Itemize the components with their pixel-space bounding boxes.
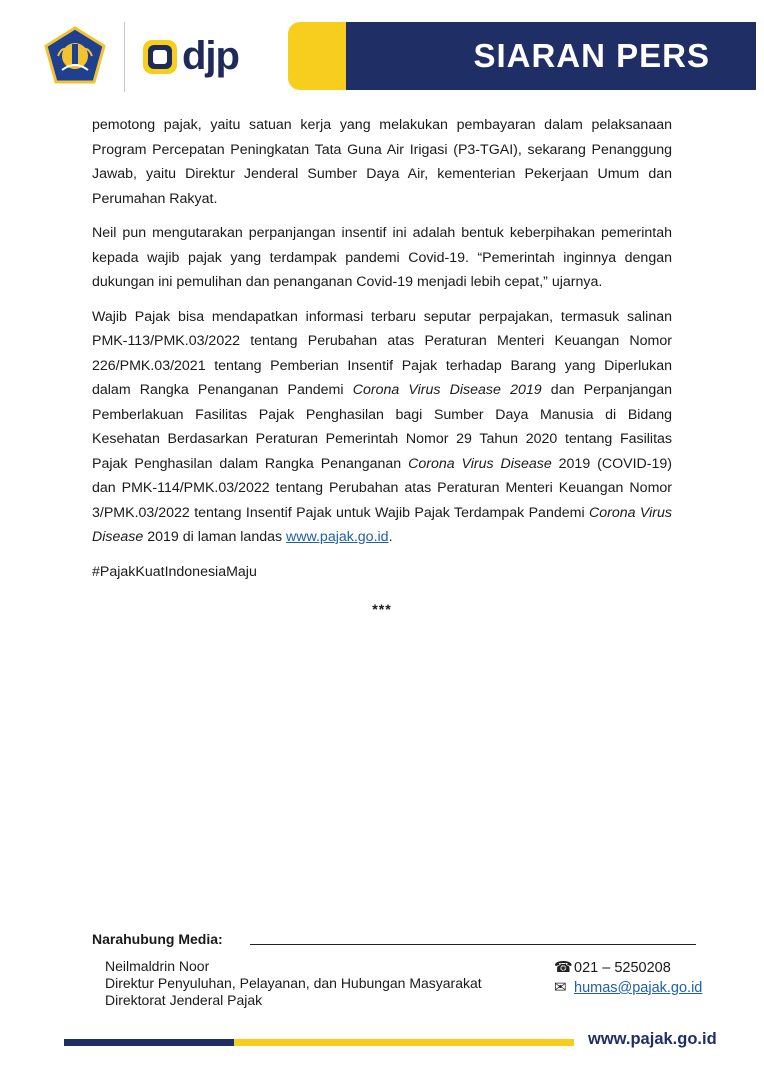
djp-logo-text: djp [182,34,239,78]
paragraph-3-part: 2019 (COVID-19) dan PMK-114/PMK.03/2022 tentang Perubahan atas Peraturan Menteri Keuangan Nomor 3/PMK.03/2022 tentang Insentif Pajak untuk Wajib Pajak Terdampak Pandemi [92,455,672,521]
italic-term: Corona Virus Disease 2019 [352,382,542,398]
contact-phone: 021 – 5250208 [574,960,671,976]
djp-logo [142,32,239,80]
banner-title: SIARAN PERS [473,37,710,74]
italic-term: Corona Virus Disease [408,455,552,472]
contact-phone-row [554,958,702,978]
contact-position: Direktur Penyuluhan, Pelayanan, dan Hubungan Masyarakat [105,975,482,991]
paragraph-3 [92,305,672,550]
djp-mark-icon [142,36,178,76]
contact-channels [554,958,702,998]
article-body [92,113,672,623]
contact-email-link[interactable]: humas@pajak.go.id [574,980,703,996]
paragraph-3-part: Wajib Pajak bisa mendapatkan informasi terbaru seputar perpajakan, termasuk salinan PMK-113/PMK.03/2022 tentang Perubahan atas Peraturan Menteri Keuangan Nomor 226/PMK.03/2021 tentang Pemberian Insentif Pajak terhadap Barang yang Diperlukan dalam Rangka Penanganan Pandemi [92,308,672,398]
hashtag: #PajakKuatIndonesiaMaju [92,563,257,580]
pajak-website-link[interactable]: www.pajak.go.id [286,529,389,545]
contact-person [105,958,482,1009]
italic-term: Corona Virus Disease [92,504,672,545]
header-divider [124,22,125,92]
contact-divider [250,944,696,945]
paragraph-3-part: dan Perpanjangan Pemberlakuan Fasilitas Pajak Penghasilan bagi Sumber Daya Manusia di Bidang Kesehatan Berdasarkan Peraturan Pemerintah Nomor 29 Tahun 2020 tentang Fasilitas Pajak Penghasilan dalam Rangka Penanganan [92,382,673,472]
footer-website: www.pajak.go.id [588,1030,717,1048]
contact-name: Neilmaldrin Noor [105,958,210,974]
footer-color-bar [64,1039,574,1046]
section-separator: *** [372,602,392,618]
footer-bar-navy [64,1039,234,1046]
press-release-banner [288,22,756,90]
paragraph-2: Neil pun mengutarakan perpanjangan insentif ini adalah bentuk keberpihakan pemerintah kepada wajib pajak yang terdampak pandemi Covid-19. “Pemerintah inginnya dengan dukungan ini pemulihan dan penanganan Covid-19 menjadi lebih cepat,” ujarnya. [92,225,672,290]
paragraph-3-part: . [388,529,393,545]
paragraph-3-part: 2019 di laman landas [143,529,287,545]
contact-email-row [554,978,702,998]
media-contact-label: Narahubung Media: [92,931,223,947]
envelope-icon: ✉ [554,979,567,996]
kemenkeu-logo [44,26,106,84]
contact-organization: Direktorat Jenderal Pajak [105,992,263,1008]
phone-icon: ☎ [554,959,573,976]
paragraph-1: pemotong pajak, yaitu satuan kerja yang melakukan pembayaran dalam pelaksanaan Program Percepatan Peningkatan Tata Guna Air Irigasi (P3-TGAI), sekarang Penanggung Jawab, yaitu Direktur Jenderal Sumber Daya Air, kementerian Pekerjaan Umum dan Perumahan Rakyat. [92,117,672,207]
footer-bar-yellow [234,1039,574,1046]
